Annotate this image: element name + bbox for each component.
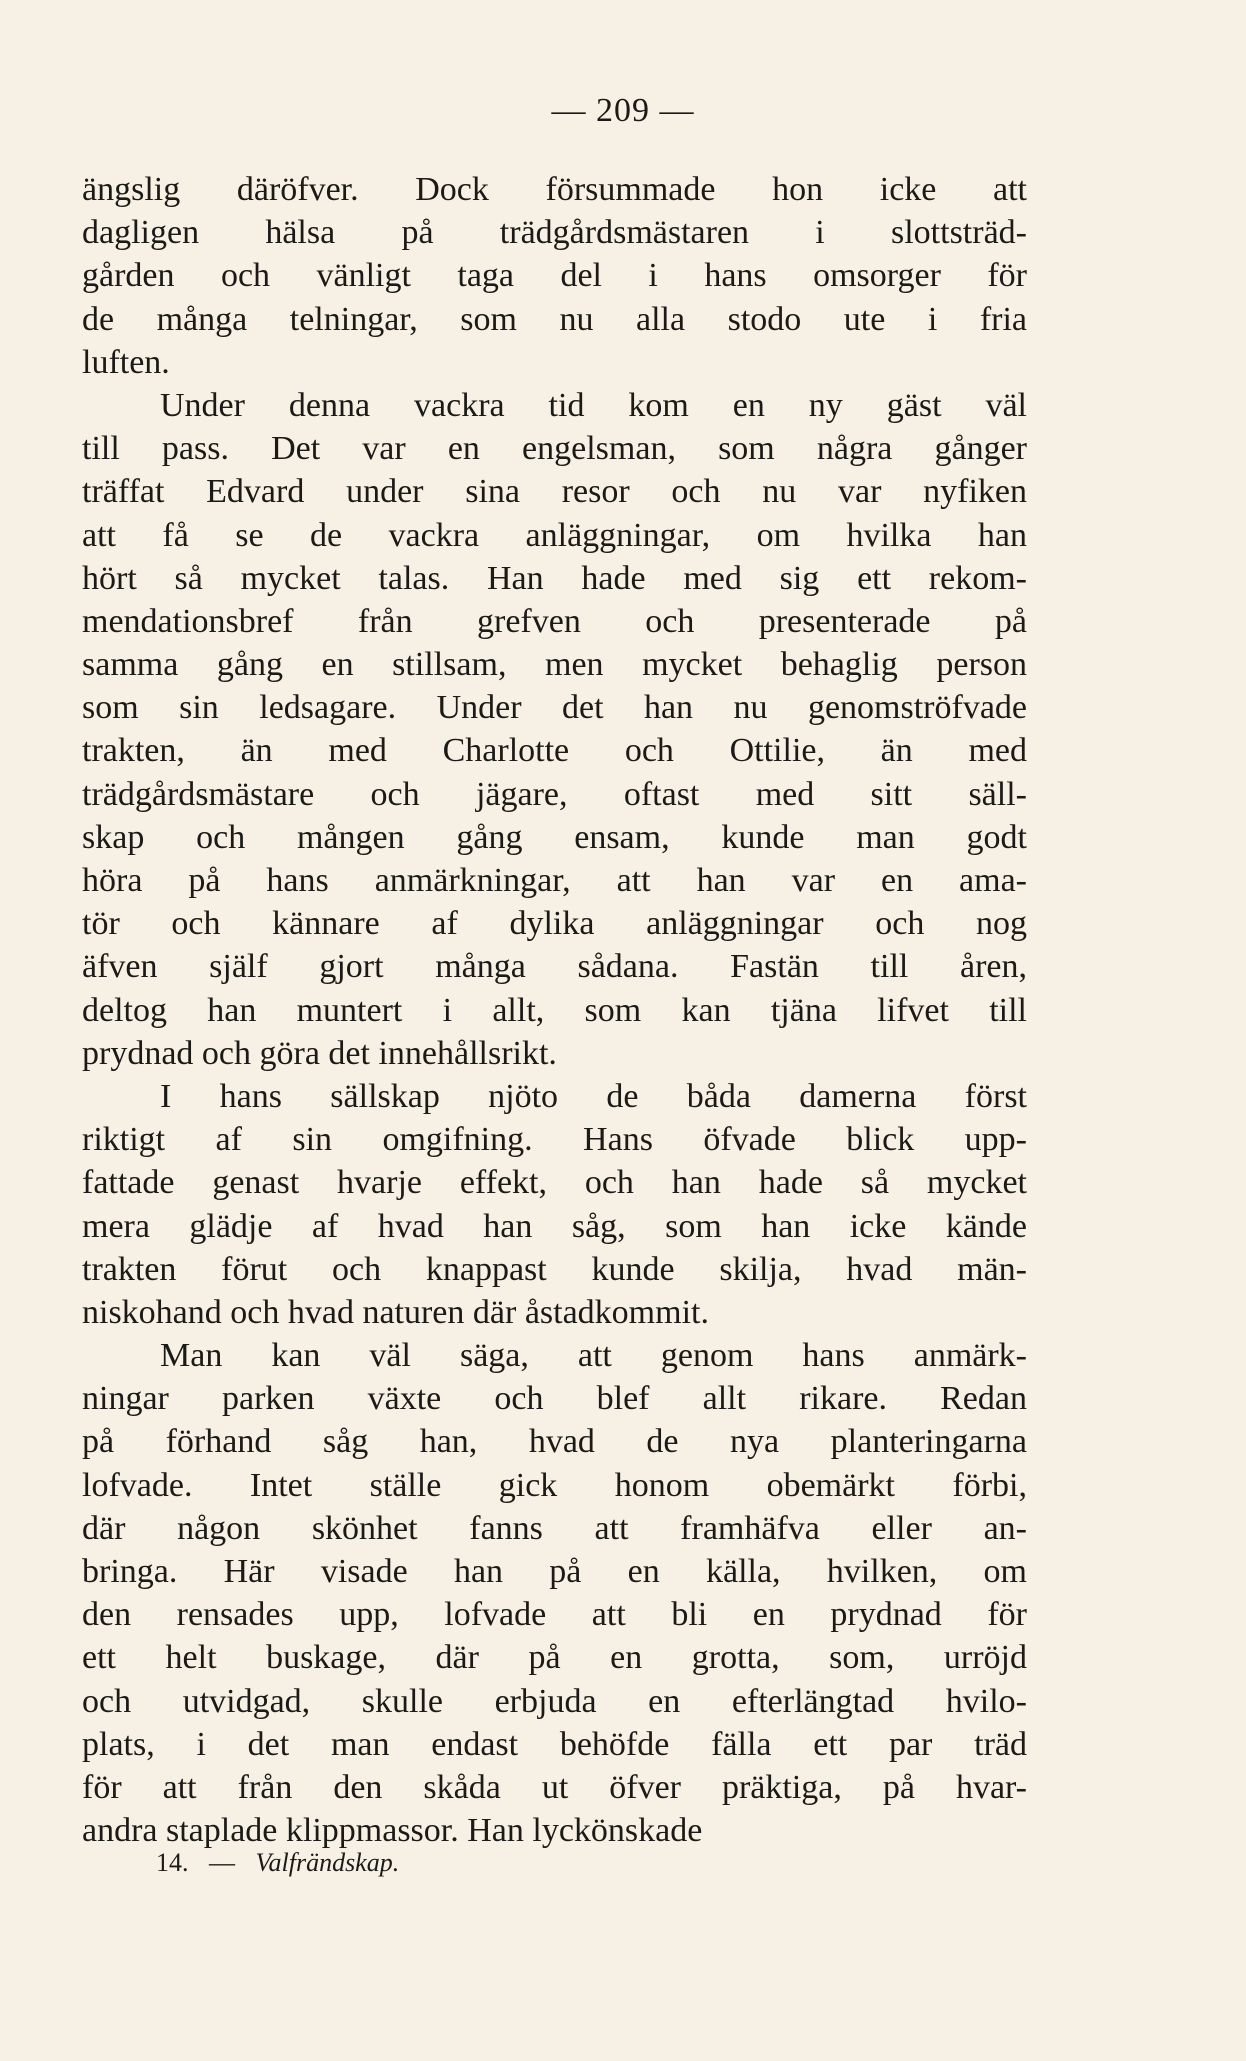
text-line: dagligen hälsa på trädgårdsmästaren i slottsträd- <box>82 214 1027 252</box>
body-text <box>82 168 1027 1852</box>
text-line: Under denna vackra tid kom en ny gäst väl <box>160 386 1027 424</box>
text-line: de många telningar, som nu alla stodo ute i fria <box>82 300 1027 338</box>
text-line: samma gång en stillsam, men mycket behaglig person <box>82 646 1027 684</box>
text-line: trakten förut och knappast kunde skilja, hvad män- <box>82 1250 1027 1288</box>
text-line: luften. <box>82 343 170 381</box>
text-line: äfven själf gjort många sådana. Fastän till åren, <box>82 948 1027 986</box>
text-line: att få se de vackra anläggningar, om hvilka han <box>82 516 1027 554</box>
text-line: där någon skönhet fanns att framhäfva eller an- <box>82 1509 1027 1547</box>
text-line: höra på hans anmärkningar, att han var en ama- <box>82 862 1027 899</box>
text-line: Man kan väl säga, att genom hans anmärk- <box>160 1337 1027 1375</box>
text-line: för att från den skåda ut öfver präktiga, på hvar- <box>82 1768 1027 1806</box>
text-line: plats, i det man endast behöfde fälla ett par träd <box>82 1725 1027 1763</box>
text-line: riktigt af sin omgifning. Hans öfvade blick upp- <box>82 1121 1027 1159</box>
text-line: hört så mycket talas. Han hade med sig ett rekom- <box>82 559 1027 597</box>
signature-mark: 14. <box>156 1848 189 1877</box>
text-line: fattade genast hvarje effekt, och han hade så mycket <box>82 1164 1027 1202</box>
text-line: I hans sällskap njöto de båda damerna först <box>160 1077 1027 1115</box>
text-line: skap och mången gång ensam, kunde man godt <box>82 818 1027 856</box>
book-title: Valfrändskap. <box>255 1848 400 1877</box>
text-line: träffat Edvard under sina resor och nu var nyfiken <box>82 473 1027 511</box>
text-line: till pass. Det var en engelsman, som några gånger <box>82 430 1027 468</box>
text-line: trakten, än med Charlotte och Ottilie, än med <box>82 732 1027 770</box>
text-line: ängslig däröfver. Dock försummade hon icke att <box>82 171 1027 208</box>
text-line: som sin ledsagare. Under det han nu genomströfvade <box>82 689 1027 727</box>
page-number: — 209 — <box>551 92 695 129</box>
text-line: tör och kännare af dylika anläggningar och nog <box>82 905 1027 943</box>
text-line: den rensades upp, lofvade att bli en prydnad för <box>82 1596 1027 1634</box>
footer-dash: — <box>209 1848 235 1877</box>
text-line: prydnad och göra det innehållsrikt. <box>82 1034 557 1072</box>
text-line: mera glädje af hvad han såg, som han icke kände <box>82 1207 1027 1245</box>
page-footer <box>156 1848 399 1878</box>
text-line: och utvidgad, skulle erbjuda en efterlängtad hvilo- <box>82 1682 1027 1720</box>
text-line: trädgårdsmästare och jägare, oftast med sitt säll- <box>82 775 1027 813</box>
text-line: bringa. Här visade han på en källa, hvilken, om <box>82 1553 1027 1590</box>
text-line: niskohand och hvad naturen där åstadkommit. <box>82 1293 709 1331</box>
text-line: på förhand såg han, hvad de nya planteringarna <box>82 1423 1027 1461</box>
text-line: lofvade. Intet ställe gick honom obemärkt förbi, <box>82 1466 1027 1504</box>
text-line: mendationsbref från grefven och presenterade på <box>82 602 1027 640</box>
text-line: ett helt buskage, där på en grotta, som, urröjd <box>82 1639 1027 1677</box>
text-line: andra staplade klippmassor. Han lyckönskade <box>82 1812 703 1850</box>
text-line: gården och vänligt taga del i hans omsorger för <box>82 257 1027 295</box>
text-line: deltog han muntert i allt, som kan tjäna lifvet till <box>82 991 1027 1029</box>
text-line: ningar parken växte och blef allt rikare. Redan <box>82 1380 1027 1418</box>
